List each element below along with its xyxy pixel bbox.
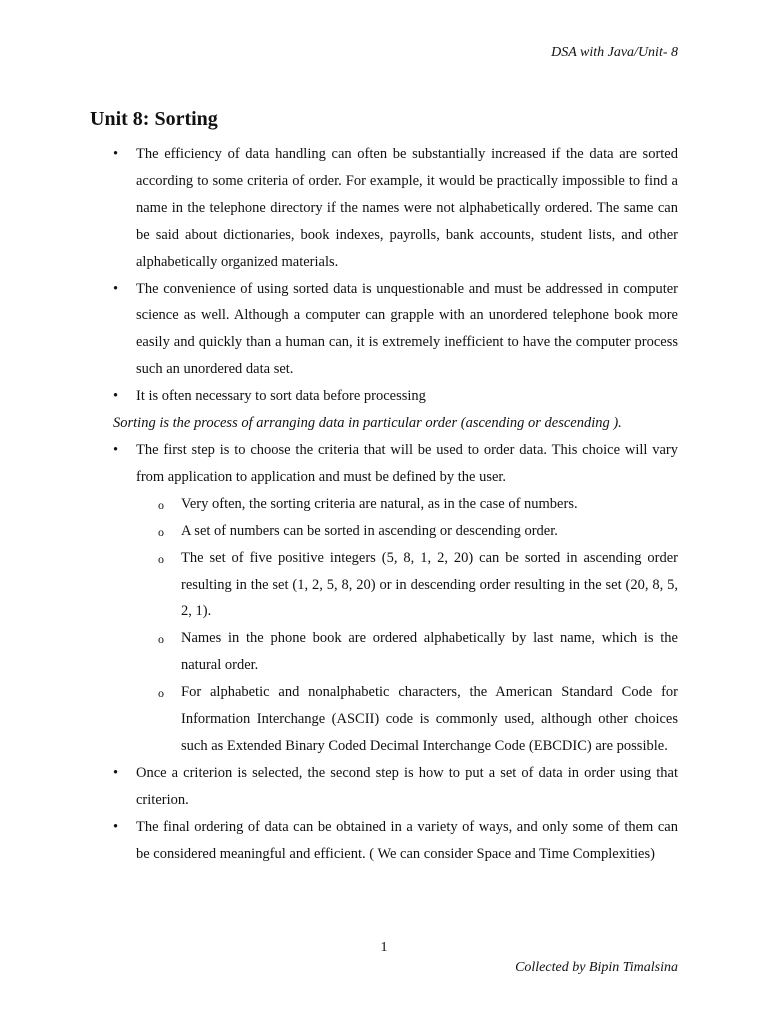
bullet-item [0,141,768,276]
bullet-item [0,276,768,384]
bullet-item [0,383,768,410]
bullet-text: The final ordering of data can be obtained in a variety of ways, and only some of them can be considered meaningful and efficient. ( We can consider Space and Time Complexities) [136,818,678,862]
bullet-marker: • [113,146,119,162]
bullet-text: The convenience of using sorted data is unquestionable and must be addressed in computer science as well. Although a computer can grapple with an unordered telephone book more easily and quickly than a human can, it is extremely inefficient to have the computer process such an unordered data set. [136,280,678,378]
bullet-text: The efficiency of data handling can often be substantially increased if the data are sorted according to some criteria of order. For example, it would be practically impossible to find a name in the telephone directory if the names were not alphabetically ordered. The same can be said about dictionaries, book indexes, payrolls, bank accounts, student lists, and other alphabetically organized materials. [136,146,678,270]
sub-bullet-marker: o [158,497,164,512]
page-footer: Collected by Bipin Timalsina [515,960,678,975]
sub-bullet-item [0,545,768,626]
sub-bullet-text: Very often, the sorting criteria are natural, as in the case of numbers. [181,495,578,512]
sub-bullet-marker: o [158,632,164,647]
document-body [0,141,768,867]
bullet-text: The first step is to choose the criteria that will be used to order data. This choice will vary from application to application and must be defined by the user. [136,441,678,485]
sub-bullet-text: For alphabetic and nonalphabetic characters, the American Standard Code for Information Interchange (ASCII) code is commonly used, although other choices such as Extended Binary Coded Decimal Interchange Code (EBCDIC) are possible. [181,684,678,754]
bullet-text: It is often necessary to sort data before processing [136,388,426,405]
page-number: 1 [380,940,388,955]
sub-bullet-item [0,625,768,679]
bullet-marker: • [113,280,119,297]
sub-bullet-item [0,679,768,760]
bullet-marker: • [113,764,119,781]
bullet-item [0,760,768,814]
sub-bullet-marker: o [158,551,164,566]
bullet-marker: • [113,818,119,835]
sub-bullet-marker: o [158,524,164,539]
bullet-item [0,437,768,491]
sub-bullet-item [0,491,768,518]
sub-bullet-marker: o [158,686,164,701]
sub-bullet-item [0,518,768,545]
sub-bullet-text: Names in the phone book are ordered alphabetically by last name, which is the natural order. [181,630,678,674]
page-title: Unit 8: Sorting [90,108,218,130]
sorting-definition: Sorting is the process of arranging data in particular order (ascending or descending ). [113,415,622,432]
bullet-text: Once a criterion is selected, the second step is how to put a set of data in order using that criterion. [136,764,678,808]
bullet-item [0,814,768,868]
page-header: DSA with Java/Unit- 8 [551,45,678,60]
bullet-marker: • [113,441,119,458]
sub-bullet-text: A set of numbers can be sorted in ascending or descending order. [181,522,558,539]
bullet-marker: • [113,388,119,405]
sub-bullet-text: The set of five positive integers (5, 8, 1, 2, 20) can be sorted in ascending order resulting in the set (1, 2, 5, 8, 20) or in descending order resulting in the set (20, 8, 5, 2, 1). [181,549,678,620]
